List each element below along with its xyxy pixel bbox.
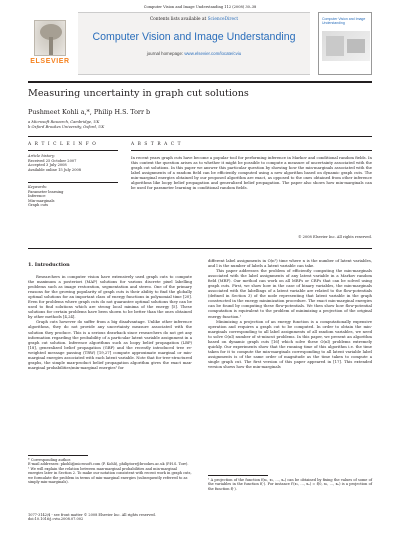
issn-line: 1077-3142/$ - see front matter © 2008 Elsevier Inc. All rights reserved. — [28, 513, 156, 517]
journal-title[interactable]: Computer Vision and Image Understanding — [92, 31, 296, 43]
article-info-heading: A R T I C L E I N F O — [28, 142, 97, 147]
article-history — [28, 154, 123, 172]
body-paragraph: Researchers in computer vision have extensively used graph cuts to compute the maximum a posteriori (MAP) solutions for various discrete pixel labelling problems such as image restoration, segmentation and stereo. One of the primary reasons for the growing popularity of graph cuts is their ability to find the globally optimal solutions for an important class of energy functions in polynomial time [20]. Even for problems where graph cuts do not guarantee optimal solutions they can be used to find solutions which are strong local minima of the energy [5]. These solutions for certain problems have been shown to be better than the ones obtained by other methods [4,24]. — [28, 274, 192, 320]
keywords — [28, 185, 123, 208]
front-matter-info — [28, 513, 228, 522]
footnote-email[interactable]: E-mail addresses: pkohli@microsoft.com (P. Kohli), philiptorr@brookes.ac.uk (P.H.S. Torr). — [28, 462, 189, 467]
body-column-left — [28, 274, 192, 370]
running-head: Computer Vision and Image Understanding 112 (2008) 30–38 — [143, 5, 257, 9]
abstract-copyright: © 2008 Elsevier Inc. All rights reserved. — [297, 235, 372, 239]
title-rule — [28, 136, 372, 137]
sciencedirect-link[interactable]: ScienceDirect — [207, 17, 239, 22]
footnotes-left — [28, 458, 192, 484]
keyword-item: Parameter learning — [28, 189, 64, 194]
keyword-item: Inference — [28, 194, 46, 199]
publisher-name: ELSEVIER — [30, 58, 70, 65]
body-column-right — [208, 258, 372, 369]
keyword-item: Min-marginals — [28, 198, 55, 203]
header-rule — [28, 81, 372, 83]
history-received: Received 25 October 2007 — [28, 158, 77, 163]
keywords-title: Keywords: — [28, 185, 48, 189]
contents-line — [78, 17, 310, 22]
footnote-corresponding: * Corresponding author. — [28, 458, 71, 462]
masthead-banner — [78, 12, 310, 75]
abstract-bottom-rule — [28, 248, 372, 249]
tree-icon — [34, 20, 66, 56]
footnote-1: ¹ We will explain the relation between max-marginal probabilities and min-marginal energies later in Section 2. To make our notation consistent with recent work in graph cuts, we formulate the problem in terms of min-marginal energies (subsequently referred to as simply min-marginals). — [28, 466, 192, 485]
affiliation-a: a Microsoft Research, Cambridge, UK — [28, 120, 100, 124]
contents-prefix: Contents lists available at — [149, 17, 208, 22]
cover-title: Computer Vision and Image Understanding — [322, 17, 366, 26]
keyword-item: Graph cuts — [28, 203, 49, 208]
doi-link[interactable]: doi:10.1016/j.cviu.2008.07.002 — [28, 517, 84, 522]
abstract-rule — [131, 150, 372, 151]
elsevier-logo[interactable] — [28, 20, 72, 68]
homepage-prefix: journal homepage: — [146, 51, 185, 56]
journal-cover-image[interactable] — [318, 12, 372, 75]
history-title: Article history: — [28, 154, 56, 158]
body-paragraph: This paper addresses the problem of efficiently computing the min-marginals associated with the label assignments of any latent variable in a Markov random field (MRF). Our method can work on all MRFs or CRFs that can be solved using graph cuts. First, we show how in the case of binary variables, the min-marginals associated with the labellings of a latent variable are related to the flow-potentials (defined in Section 3) of the node representing that latent variable in the graph constructed in the energy minimization procedure. The exact min-marginal energies can be found by computing these flow-potentials. We then show how flow-potential computation is equivalent to the problem of minimizing a projection of the original energy function.¹ — [208, 268, 372, 319]
footnote-projection: ¹ A projection of the function f(x₁, x₂, …, xₙ) can be obtained by fixing the values of some of the variables in the function f(·). For instance f′(x₁, …, xₙ) = f(0, x₂, …, xₙ) is a projection of the function f(·). — [208, 478, 372, 491]
author-list: Pushmeet Kohli a,*, Philip H.S. Torr b — [28, 108, 151, 116]
body-paragraph: different label assignments in O(n²) time where n is the number of latent variables, and l is the number of labels a latent variable can take. — [208, 258, 372, 269]
paper-title: Measuring uncertainty in graph cut solutions — [28, 88, 249, 99]
cover-artwork — [322, 31, 370, 61]
history-accepted: Accepted 3 July 2008 — [28, 163, 67, 168]
homepage-link[interactable]: www.elsevier.com/locate/cviu — [184, 51, 242, 56]
journal-homepage — [78, 51, 310, 56]
abstract-text: In recent years graph cuts have become a popular tool for performing inference in Markov and conditional random fields. In this context the question arises as to whether it might be possible to compute a measure of uncertainty associated with the graph cut solutions. In this paper we answer this particular question by showing how the min-marginals associated with the label assignments of a random field can be efficiently computed using a new algorithm based on dynamic graph cuts. The min-marginal energies obtained by our proposed algorithm are exact, as opposed to the ones obtained from other inference algorithms like loopy belief propagation and generalized belief propagation. The paper also shows how min-marginals can be used for parameter learning in conditional random fields. — [131, 155, 372, 191]
history-online: Available online 15 July 2008 — [28, 167, 82, 172]
affiliation-b: b Oxford Brookes University, Oxford, UK — [28, 125, 105, 129]
abstract-heading: A B S T R A C T — [131, 142, 182, 147]
body-paragraph: Graph cuts however do suffer from a big disadvantage. Unlike other inference algorithms, they do not provide any uncertainty measure associated with the solution they produce. This is a serious drawback since researchers do not get any information regarding the probability of a particular latent variable assignment in a graph cut solution. Inference algorithms such as loopy belief propagation (LBP) [18], generalized belief propagation (GBP) and the recently introduced tree re-weighted message passing (TRW) [19,27] compute approximate marginal or min-marginal energies associated with each latent variable. Note that for tree-structured graphs, the simple max-product belief propagation algorithm gives the exact max-marginal probabilities/min-marginal energies¹ for — [28, 319, 192, 370]
journal-masthead — [28, 12, 372, 75]
article-info-rule — [28, 150, 118, 151]
section-heading-introduction: 1. Introduction — [28, 262, 70, 268]
body-paragraph: Minimizing a projection of an energy function is a computationally expensive operation and requires a graph cut to be computed. In order to obtain the min-marginals corresponding to all label assignments of all random variables, we need to solve O(nl) number of st-mincut problems. In this paper, we present an algorithm based on dynamic graph cuts [16] which solve these O(nl) problems extremely quickly. Our experiments show that the running time of this algorithm i.e. the time taken for it to compute the min-marginals corresponding to all latent variable label assignments is of the same order of magnitude as the time taken to compute a single graph cut. The first version of this paper appeared in [17]. This extended version shows how the min-marginals — [208, 318, 372, 369]
